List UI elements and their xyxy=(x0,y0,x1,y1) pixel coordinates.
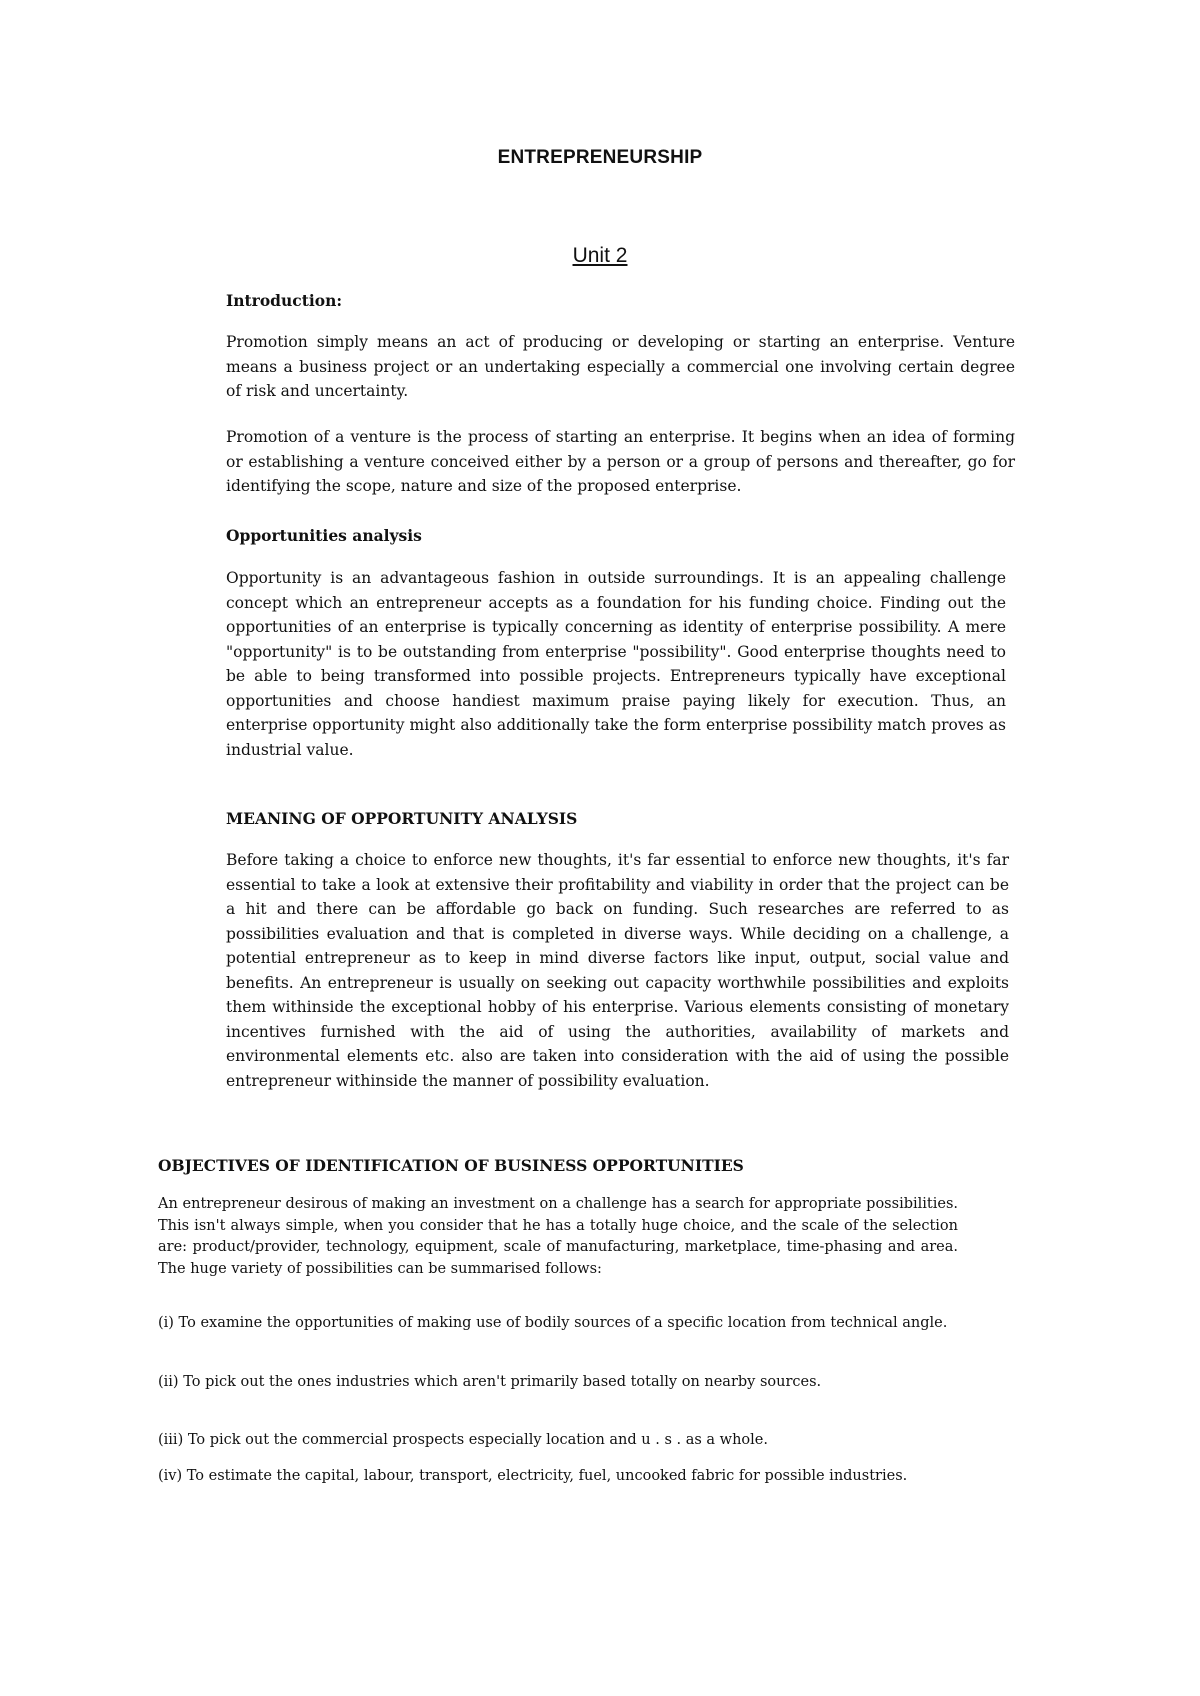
meaning-heading: MEANING OF OPPORTUNITY ANALYSIS xyxy=(226,809,578,828)
meaning-paragraph: Before taking a choice to enforce new thoughts, it's far essential to enforce new thoughts, it's far essential to take a look at extensive their profitability and viability in order that the project can be a hit and there can be affordable go back on funding. Such researches are referred to as possibilities evaluation and that is completed in diverse ways. While deciding on a challenge, a potential entrepreneur as to keep in mind diverse factors like input, output, social value and benefits. An entrepreneur is usually on seeking out capacity worthwhile possibilities and exploits them withinside the exceptional hobby of his enterprise. Various elements consisting of monetary incentives furnished with the aid of using the authorities, availability of markets and environmental elements etc. also are taken into consideration with the aid of using the possible entrepreneur withinside the manner of possibility evaluation. xyxy=(226,851,1009,1090)
opportunities-heading: Opportunities analysis xyxy=(226,526,422,545)
objectives-item-2: (ii) To pick out the ones industries which aren't primarily based totally on nearby sources. xyxy=(158,1374,822,1390)
objectives-item-1: (i) To examine the opportunities of making use of bodily sources of a specific location from technical angle. xyxy=(158,1315,948,1331)
objectives-paragraph: An entrepreneur desirous of making an investment on a challenge has a search for appropriate possibilities. This isn't always simple, when you consider that he has a totally huge choice, and the scale of the selection are: product/provider, technology, equipment, scale of manufacturing, marketplace, time-phasing and area. The huge variety of possibilities can be summarised follows: xyxy=(158,1196,958,1277)
document-title: ENTREPRENEURSHIP xyxy=(497,147,703,168)
introduction-paragraph-2: Promotion of a venture is the process of starting an enterprise. It begins when an idea of forming or establishing a venture conceived either by a person or a group of persons and thereafter, go for identifying the scope, nature and size of the proposed enterprise. xyxy=(226,428,1015,495)
unit-title xyxy=(0,244,1200,268)
introduction-heading: Introduction: xyxy=(226,291,343,310)
objectives-item-3: (iii) To pick out the commercial prospects especially location and u . s . as a whole. xyxy=(158,1432,768,1448)
unit-title-text: Unit 2 xyxy=(572,244,628,267)
opportunities-paragraph: Opportunity is an advantageous fashion in outside surroundings. It is an appealing challenge concept which an entrepreneur accepts as a foundation for his funding choice. Finding out the opportunities of an enterprise is typically concerning as identity of enterprise possibility. A mere "opportunity" is to be outstanding from enterprise "possibility". Good enterprise thoughts need to be able to being transformed into possible projects. Entrepreneurs typically have exceptional opportunities and choose handiest maximum praise paying likely for execution. Thus, an enterprise opportunity might also additionally take the form enterprise possibility match proves as industrial value. xyxy=(226,569,1006,759)
introduction-paragraph-1: Promotion simply means an act of producing or developing or starting an enterprise. Venture means a business project or an undertaking especially a commercial one involving certain degree of risk and uncertainty. xyxy=(226,333,1015,400)
objectives-item-4: (iv) To estimate the capital, labour, transport, electricity, fuel, uncooked fabric for possible industries. xyxy=(158,1468,908,1484)
objectives-heading: OBJECTIVES OF IDENTIFICATION OF BUSINESS OPPORTUNITIES xyxy=(158,1156,744,1175)
